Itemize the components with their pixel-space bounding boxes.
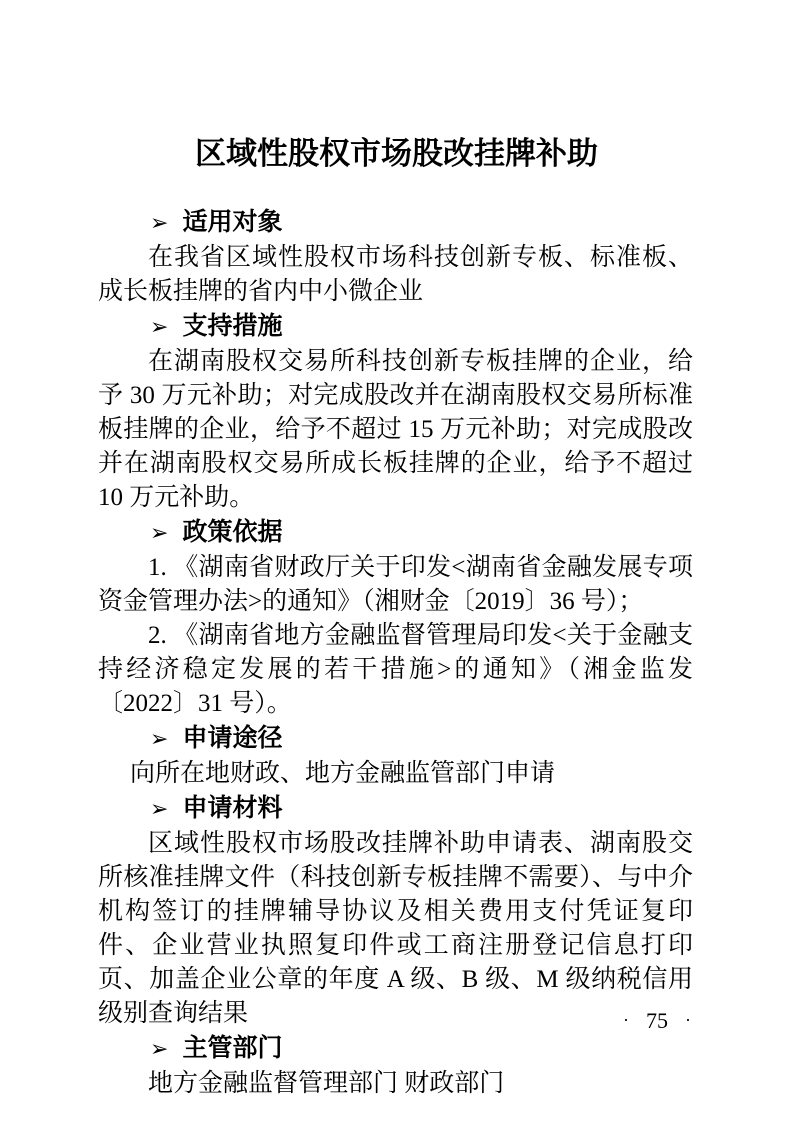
paragraph-policy-basis-item-2: 2. 《湖南省地方金融监督管理局印发<关于金融支持经济稳定发展的若干措施>的通知》（湘金监发〔2022〕31 号）。 <box>98 622 693 717</box>
section-heading-label: 主管部门 <box>182 1034 283 1062</box>
arrow-bullet-icon: ➢ <box>150 211 169 236</box>
arrow-bullet-icon: ➢ <box>150 797 169 822</box>
section-heading-application-channel <box>98 721 693 757</box>
paragraph-policy-basis-item-1: 1. 《湖南省财政厅关于印发<湖南省金融发展专项资金管理办法>的通知》（湘财金〔2019〕36 号）； <box>98 554 693 615</box>
section-heading-label: 申请途径 <box>182 724 283 752</box>
section-heading-label: 支持措施 <box>182 312 283 340</box>
page-number <box>623 1006 691 1035</box>
arrow-bullet-icon: ➢ <box>150 521 169 546</box>
paragraph-applicable-targets: 在我省区域性股权市场科技创新专板、标准板、成长板挂牌的省内中小微企业 <box>98 244 693 305</box>
document-body <box>98 205 693 1101</box>
section-heading-competent-departments <box>98 1031 693 1067</box>
section-heading-application-materials <box>98 791 693 827</box>
paragraph-application-channel: 向所在地财政、地方金融监管部门申请 <box>130 760 556 787</box>
section-heading-label: 政策依据 <box>182 518 283 546</box>
section-heading-policy-basis <box>98 515 693 551</box>
arrow-bullet-icon: ➢ <box>150 315 169 340</box>
section-heading-label: 适用对象 <box>182 208 283 236</box>
section-heading-label: 申请材料 <box>182 794 283 822</box>
section-heading-applicable-targets <box>98 205 693 241</box>
page-number-right-dot: · <box>685 1010 691 1030</box>
arrow-bullet-icon: ➢ <box>150 727 169 752</box>
section-heading-support-measures <box>98 309 693 345</box>
page-number-left-dot: · <box>623 1010 629 1030</box>
paragraph-application-materials: 区域性股权市场股改挂牌补助申请表、湖南股交所核准挂牌文件（科技创新专板挂牌不需要）、与中介机构签订的挂牌辅导协议及相关费用支付凭证复印件、企业营业执照复印件或工商注册登记信息打印页、加盖企业公章的年度 A 级、B 级、M 级纳税信用级别查询结果 <box>98 830 693 1027</box>
page-number-value: 75 <box>646 1008 668 1033</box>
page-title: 区域性股权市场股改挂牌补助 <box>195 136 598 171</box>
arrow-bullet-icon: ➢ <box>150 1037 169 1062</box>
paragraph-competent-departments: 地方金融监督管理部门 财政部门 <box>148 1070 505 1097</box>
paragraph-support-measures: 在湖南股权交易所科技创新专板挂牌的企业，给予 30 万元补助；对完成股改并在湖南股权交易所标准板挂牌的企业，给予不超过 15 万元补助；对完成股改并在湖南股权交易所成长板挂牌的企业，给予不超过 10 万元补助。 <box>98 348 693 511</box>
